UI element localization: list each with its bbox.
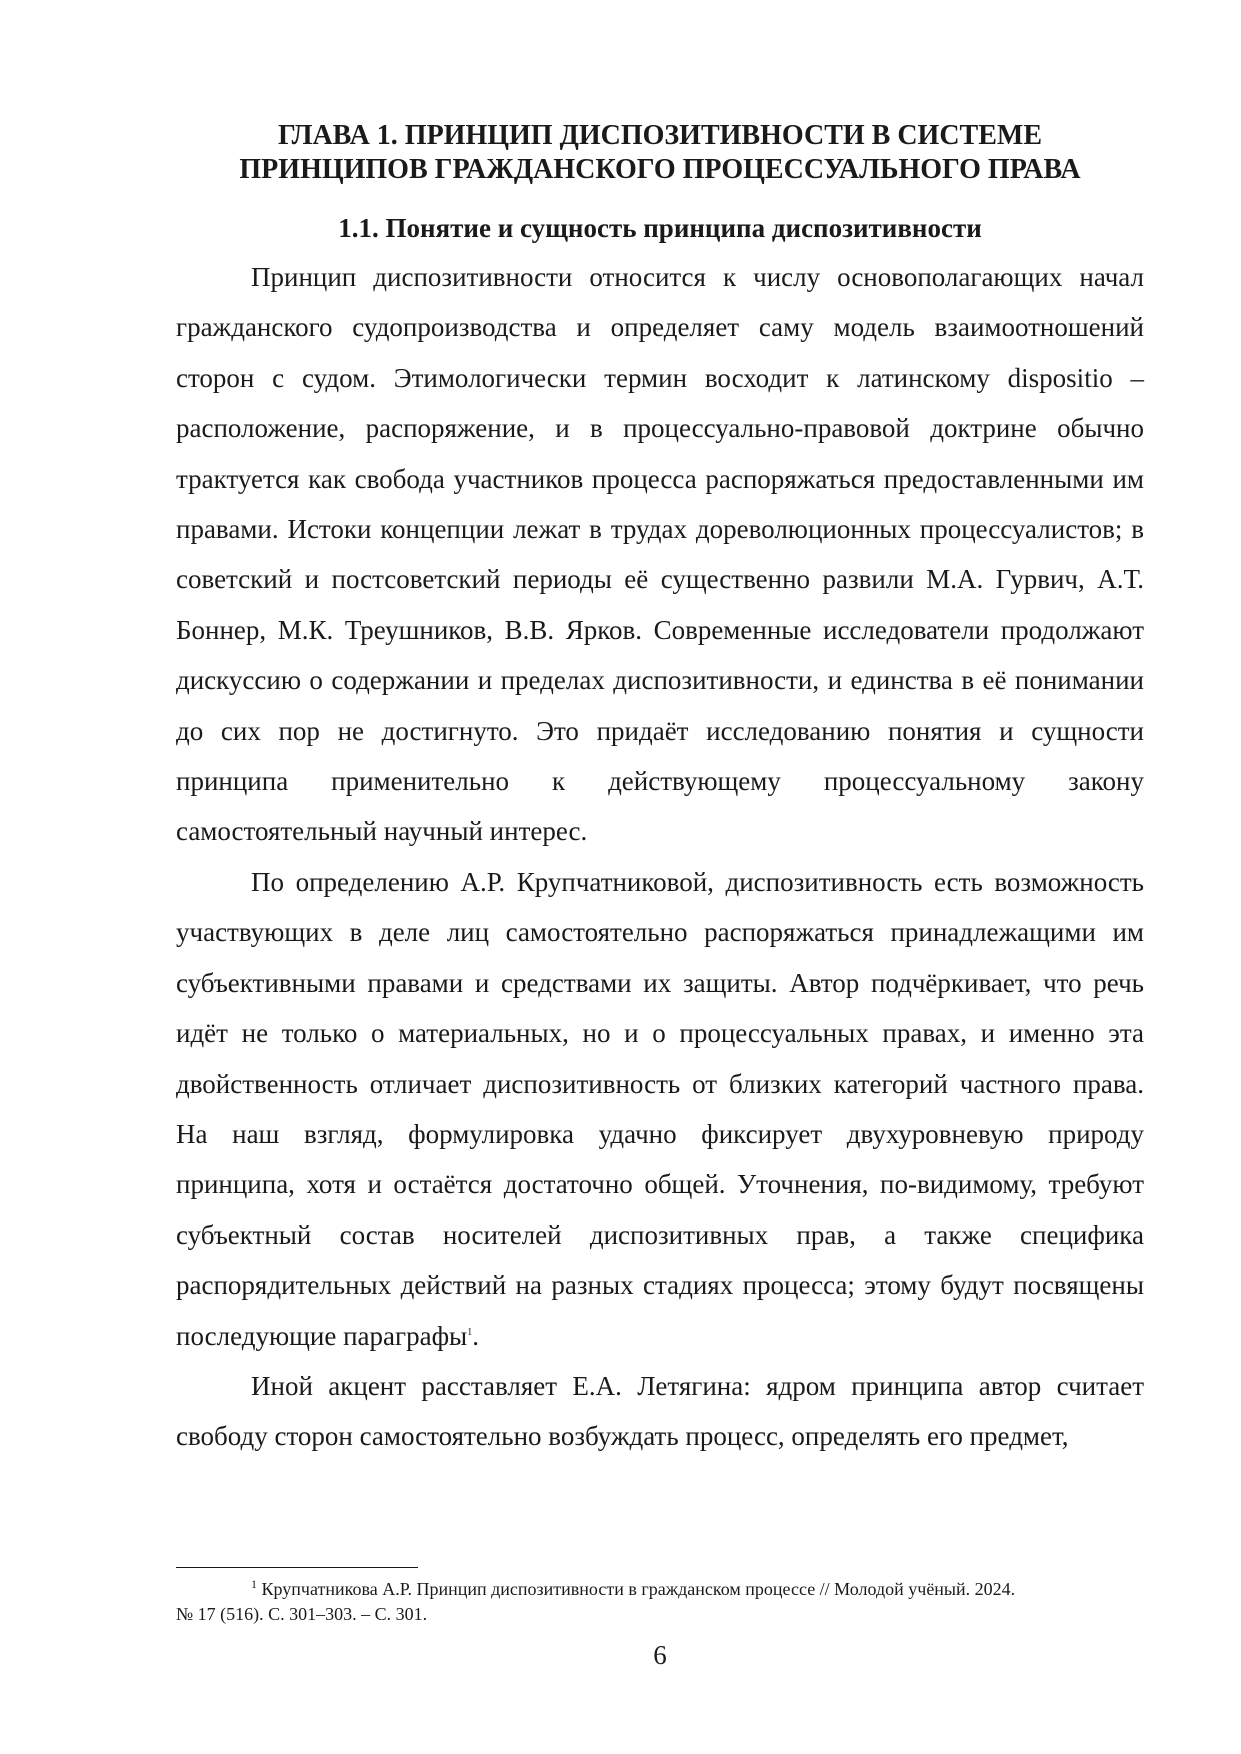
body-text bbox=[176, 252, 1144, 1462]
paragraph-2 bbox=[176, 857, 1144, 1361]
footnote-reference-1[interactable]: 1 bbox=[467, 1326, 473, 1338]
section-title: 1.1. Понятие и сущность принципа диспозитивности bbox=[338, 213, 982, 243]
page-number: 6 bbox=[653, 1640, 667, 1670]
chapter-title bbox=[176, 119, 1144, 187]
footnote-line-2: № 17 (516). С. 301–303. – С. 301. bbox=[176, 1604, 428, 1624]
footnote bbox=[176, 1577, 1144, 1627]
paragraph-2-text: По определению А.Р. Крупчатниковой, диспозитивность есть возможность участвующих в деле лиц самостоятельно распоряжаться принадлежащими им субъективными правами и средствами их защиты. Автор подчёркивает, что речь идёт не только о материальных, но и о процессуальных правах, и именно эта двойственность отличает диспозитивность от близких категорий частного права. На наш взгляд, формулировка удачно фиксирует двухуровневую природу принципа, хотя и остаётся достаточно общей. Уточнения, по-видимому, требуют субъектный состав носителей диспозитивных прав, а также специфика распорядительных действий на разных стадиях процесса; этому будут посвящены последующие параграфы bbox=[176, 866, 1144, 1351]
chapter-title-line-2: ПРИНЦИПОВ ГРАЖДАНСКОГО ПРОЦЕССУАЛЬНОГО ПРАВА bbox=[239, 154, 1081, 185]
paragraph-1: Принцип диспозитивности относится к числу основополагающих начал гражданского судопроизводства и определяет саму модель взаимоотношений сторон с судом. Этимологически термин восходит к латинскому dispositio – расположение, распоряжение, и в процессуально-правовой доктрине обычно трактуется как свобода участников процесса распоряжаться предоставленными им правами. Истоки концепции лежат в трудах дореволюционных процессуалистов; в советский и постсоветский периоды её существенно развили М.А. Гурвич, А.Т. Боннер, М.К. Треушников, В.В. Ярков. Современные исследователи продолжают дискуссию о содержании и пределах диспозитивности, и единства в её понимании до сих пор не достигнуто. Это придаёт исследованию понятия и сущности принципа применительно к действующему процессуальному закону самостоятельный научный интерес. bbox=[176, 262, 1144, 847]
chapter-title-line-1: ГЛАВА 1. ПРИНЦИП ДИСПОЗИТИВНОСТИ В СИСТЕМЕ bbox=[277, 120, 1043, 151]
footnote-text-1: Крупчатникова А.Р. Принцип диспозитивности в гражданском процессе // Молодой учёный. 2024. bbox=[261, 1579, 1016, 1599]
paragraph-3: Иной акцент расставляет Е.А. Летягина: ядром принципа автор считает свободу сторон самостоятельно возбуждать процесс, определять его предмет, bbox=[176, 1370, 1144, 1452]
footnote-line-1 bbox=[176, 1577, 1144, 1602]
footnote-separator bbox=[176, 1567, 418, 1568]
paragraph-2-end: . bbox=[472, 1320, 479, 1351]
footnote-mark: 1 bbox=[251, 1577, 257, 1591]
